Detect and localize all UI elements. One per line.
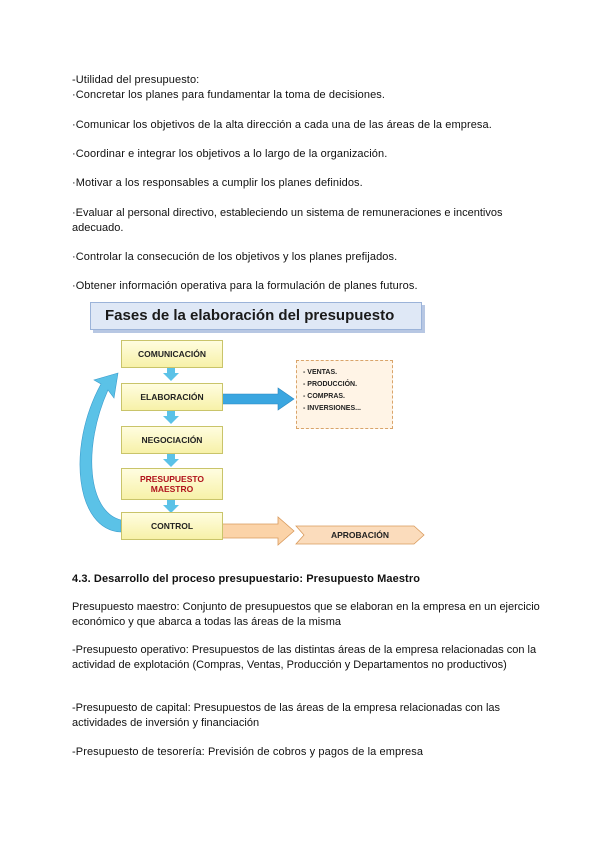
approval-label: APROBACIÓN	[330, 530, 390, 540]
budget-item: - COMPRAS.	[303, 393, 345, 400]
budget-item: - INVERSIONES...	[303, 405, 361, 412]
diagram-title-banner	[90, 302, 422, 330]
list-item: ·Controlar la consecución de los objetivos y los planes prefijados.	[72, 251, 398, 263]
list-item: ·Evaluar al personal directivo, estableciendo un sistema de remuneraciones e incentivos adecuado.	[72, 207, 503, 234]
list-item: ·Coordinar e integrar los objetivos a lo largo de la organización.	[72, 148, 388, 160]
paragraph: Presupuesto maestro: Conjunto de presupuestos que se elaboran en la empresa en un ejercicio económico y que abarca a todas las áreas de la misma	[72, 601, 540, 628]
list-item: ·Motivar a los responsables a cumplir los planes definidos.	[72, 177, 363, 189]
list-item: ·Concretar los planes para fundamentar la toma de decisiones.	[72, 89, 386, 101]
budget-phases-diagram	[66, 298, 436, 553]
intro-title: -Utilidad del presupuesto:	[72, 74, 200, 86]
budget-item: - VENTAS.	[303, 369, 338, 376]
phase-presupuesto-maestro: PRESUPUESTO MAESTRO	[121, 468, 223, 500]
phase-comunicacion: COMUNICACIÓN	[121, 340, 223, 368]
phase-negociacion: NEGOCIACIÓN	[121, 426, 223, 454]
list-item: ·Obtener información operativa para la formulación de planes futuros.	[72, 280, 418, 292]
phase-elaboracion: ELABORACIÓN	[121, 383, 223, 411]
section-heading: 4.3. Desarrollo del proceso presupuestario: Presupuesto Maestro	[72, 573, 421, 585]
paragraph: -Presupuesto operativo: Presupuestos de las distintas áreas de la empresa relacionadas con la actividad de explotación (Compras, Ventas, Producción y Departamentos no productivos)	[72, 644, 537, 671]
paragraph: -Presupuesto de tesorería: Previsión de cobros y pagos de la empresa	[72, 746, 424, 758]
budgets-note	[296, 360, 393, 429]
phase-control: CONTROL	[121, 512, 223, 540]
diagram-title: Fases de la elaboración del presupuesto	[105, 307, 395, 324]
approval-box	[296, 520, 424, 550]
paragraph: -Presupuesto de capital: Presupuestos de las áreas de la empresa relacionadas con las actividades de inversión y financiación	[72, 702, 501, 729]
list-item: ·Comunicar los objetivos de la alta dirección a cada una de las áreas de la empresa.	[72, 119, 492, 131]
budget-item: - PRODUCCIÓN.	[303, 381, 358, 388]
